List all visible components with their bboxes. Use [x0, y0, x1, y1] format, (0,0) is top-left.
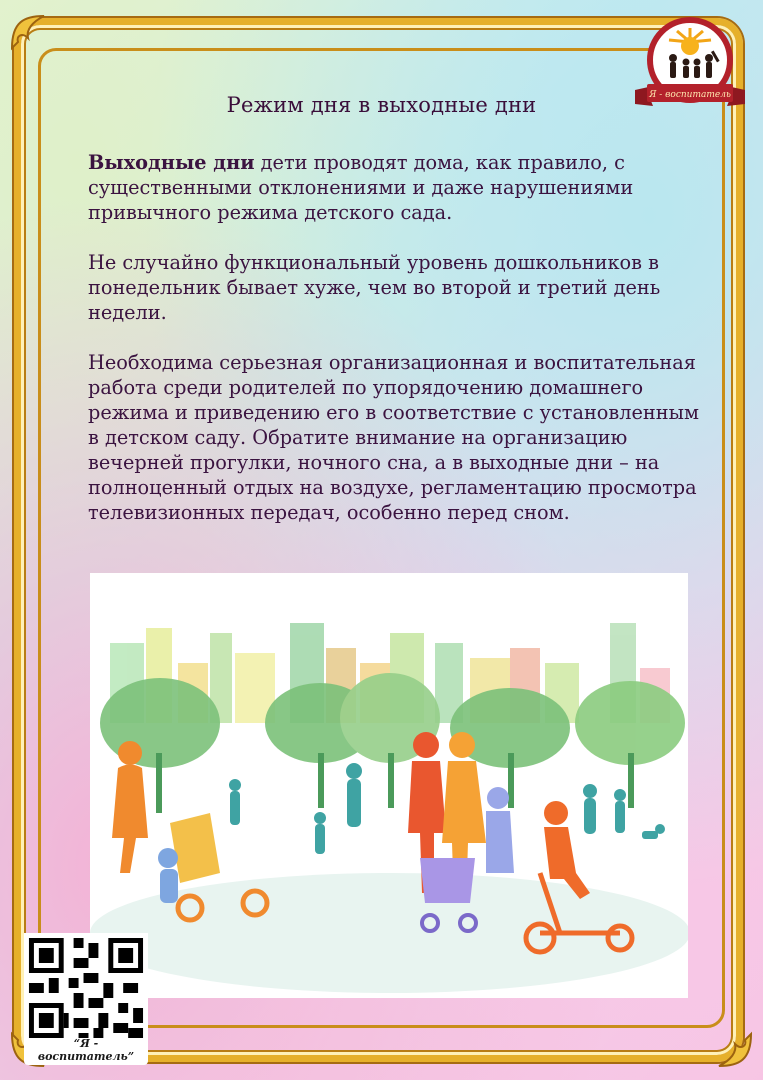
paragraph-body: дети проводят дома, как правило, с существенными отклонениями и даже нарушениями привычного режима детского сада. — [88, 151, 634, 224]
paragraph-advice: Необходима серьезная организационная и воспитательная работа среди родителей по упорядочению домашнего режима и приведению его в соответствие с установленным в детском саду. Обратите внимание на организацию вечерней прогулки, ночного сна, а в выходные дни – на полноценный отдых на воздухе, регламентацию просмотра телевизионных передач, особенно перед сном. — [88, 351, 699, 524]
qr-caption: “Я - воспитатель” — [37, 1037, 135, 1063]
paragraph-weekend — [88, 150, 708, 225]
frame-scroll-ornament-icon — [6, 10, 50, 54]
paragraph-monday: Не случайно функциональный уровень дошкольников в понедельник бывает хуже, чем во второй и третий день недели. — [88, 251, 661, 324]
page-title: Режим дня в выходные дни — [226, 93, 537, 117]
qr-code-block[interactable] — [24, 933, 148, 1065]
qr-code-icon — [24, 933, 148, 1043]
frame-scroll-ornament-icon — [713, 1028, 757, 1072]
paragraph-lead: Выходные дни — [88, 151, 255, 174]
logo-ribbon-text: Я - воспитатель — [649, 90, 731, 100]
family-walking-park-illustration — [90, 573, 688, 998]
